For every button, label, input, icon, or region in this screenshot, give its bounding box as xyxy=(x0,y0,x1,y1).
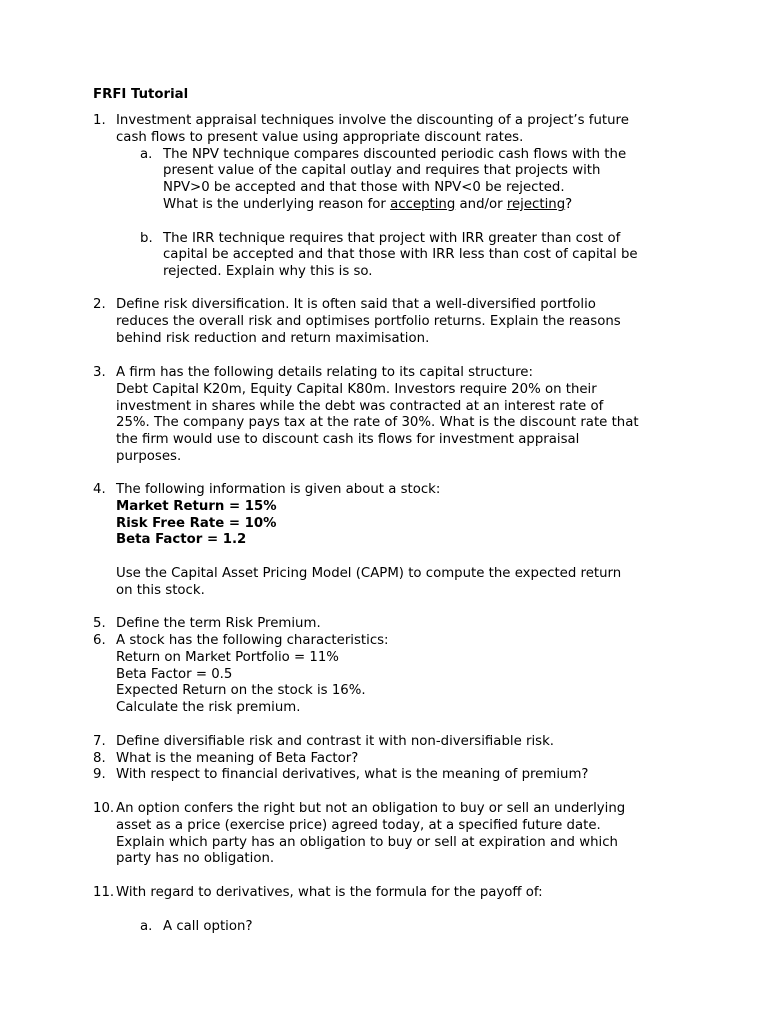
question-7 xyxy=(93,734,693,751)
question-text-line: behind risk reduction and return maximisation. xyxy=(116,330,430,346)
question-text-line: on this stock. xyxy=(116,582,205,598)
underlined-accepting: accepting xyxy=(390,196,456,212)
sub-question-text-line: The NPV technique compares discounted periodic cash flows with the xyxy=(163,146,627,162)
question-text-line: Define the term Risk Premium. xyxy=(116,616,321,631)
sub-question-text-line: capital be accepted and that those with IRR less than cost of capital be xyxy=(163,247,638,263)
question-2 xyxy=(93,297,693,347)
question-number: 6. xyxy=(93,633,106,648)
question-text-line: Beta Factor = 0.5 xyxy=(116,666,233,682)
sub-question-letter: a. xyxy=(140,918,153,934)
question-text-line: With respect to financial derivatives, what is the meaning of premium? xyxy=(116,767,589,782)
question-text-line: the firm would use to discount cash its flows for investment appraisal xyxy=(116,432,580,448)
sub-question-prompt xyxy=(163,197,693,214)
document-title: FRFI Tutorial xyxy=(93,87,189,102)
question-text-line: Expected Return on the stock is 16%. xyxy=(116,683,366,699)
question-text-line: Debt Capital K20m, Equity Capital K80m. Investors require 20% on their xyxy=(116,381,597,397)
sub-question-1a xyxy=(140,147,693,214)
sub-question-letter: a. xyxy=(140,146,153,162)
sub-question-1b xyxy=(140,231,693,281)
question-10 xyxy=(93,801,693,868)
prompt-text: and/or xyxy=(455,196,507,212)
question-text-line: With regard to derivatives, what is the formula for the payoff of: xyxy=(116,885,543,900)
question-text-line: asset as a price (exercise price) agreed today, at a specified future date. xyxy=(116,817,601,833)
question-11 xyxy=(93,885,693,935)
question-text-line: investment in shares while the debt was contracted at an interest rate of xyxy=(116,398,604,414)
question-4 xyxy=(93,482,693,600)
question-text-line: cash flows to present value using appropriate discount rates. xyxy=(116,129,524,145)
question-text-line: Use the Capital Asset Pricing Model (CAPM) to compute the expected return xyxy=(116,565,622,581)
given-market-return: Market Return = 15% xyxy=(116,498,277,514)
question-text-line: What is the meaning of Beta Factor? xyxy=(116,751,359,766)
prompt-text: What is the underlying reason for xyxy=(163,196,391,212)
sub-question-text-line: NPV>0 be accepted and that those with NPV<0 be rejected. xyxy=(163,180,565,196)
question-text-line: Define risk diversification. It is often said that a well-diversified portfolio xyxy=(116,297,596,312)
question-1 xyxy=(93,113,693,281)
question-text-line: reduces the overall risk and optimises portfolio returns. Explain the reasons xyxy=(116,313,621,329)
sub-question-letter: b. xyxy=(140,230,153,246)
given-beta-factor: Beta Factor = 1.2 xyxy=(116,532,247,548)
question-5 xyxy=(93,616,693,633)
question-text-line: Define diversifiable risk and contrast it with non-diversifiable risk. xyxy=(116,734,555,749)
question-text-line: Explain which party has an obligation to buy or sell at expiration and which xyxy=(116,834,618,850)
question-number: 7. xyxy=(93,734,106,749)
question-number: 1. xyxy=(93,113,106,128)
question-text-line: An option confers the right but not an obligation to buy or sell an underlying xyxy=(116,801,626,816)
sub-question-text-line: A call option? xyxy=(163,918,253,934)
question-8 xyxy=(93,751,693,768)
question-text-line: 25%. The company pays tax at the rate of 30%. What is the discount rate that xyxy=(116,415,639,431)
question-number: 2. xyxy=(93,297,106,312)
question-text-line: Return on Market Portfolio = 11% xyxy=(116,649,339,665)
sub-question-text-line: rejected. Explain why this is so. xyxy=(163,264,373,280)
question-number: 4. xyxy=(93,482,106,497)
question-number: 9. xyxy=(93,767,106,782)
underlined-rejecting: rejecting xyxy=(506,196,566,212)
question-6 xyxy=(93,633,693,717)
sub-question-text-line: The IRR technique requires that project with IRR greater than cost of xyxy=(163,230,621,246)
sub-question-text-line: present value of the capital outlay and requires that projects with xyxy=(163,163,601,179)
question-number: 10. xyxy=(93,801,115,816)
question-number: 8. xyxy=(93,751,106,766)
question-number: 5. xyxy=(93,616,106,631)
question-text-line: A firm has the following details relating to its capital structure: xyxy=(116,365,533,380)
given-risk-free-rate: Risk Free Rate = 10% xyxy=(116,515,277,531)
question-text-line: Investment appraisal techniques involve the discounting of a project’s future xyxy=(116,113,629,128)
question-number: 3. xyxy=(93,365,106,380)
question-number: 11. xyxy=(93,885,115,900)
question-text-line: A stock has the following characteristics: xyxy=(116,633,389,648)
question-3 xyxy=(93,365,693,466)
sub-question-11a xyxy=(140,919,693,936)
question-text-line: purposes. xyxy=(116,448,182,464)
question-text-line: The following information is given about a stock: xyxy=(116,482,441,497)
prompt-text: ? xyxy=(565,196,573,212)
question-9 xyxy=(93,767,693,784)
question-text-line: party has no obligation. xyxy=(116,851,275,867)
question-text-line: Calculate the risk premium. xyxy=(116,700,301,716)
